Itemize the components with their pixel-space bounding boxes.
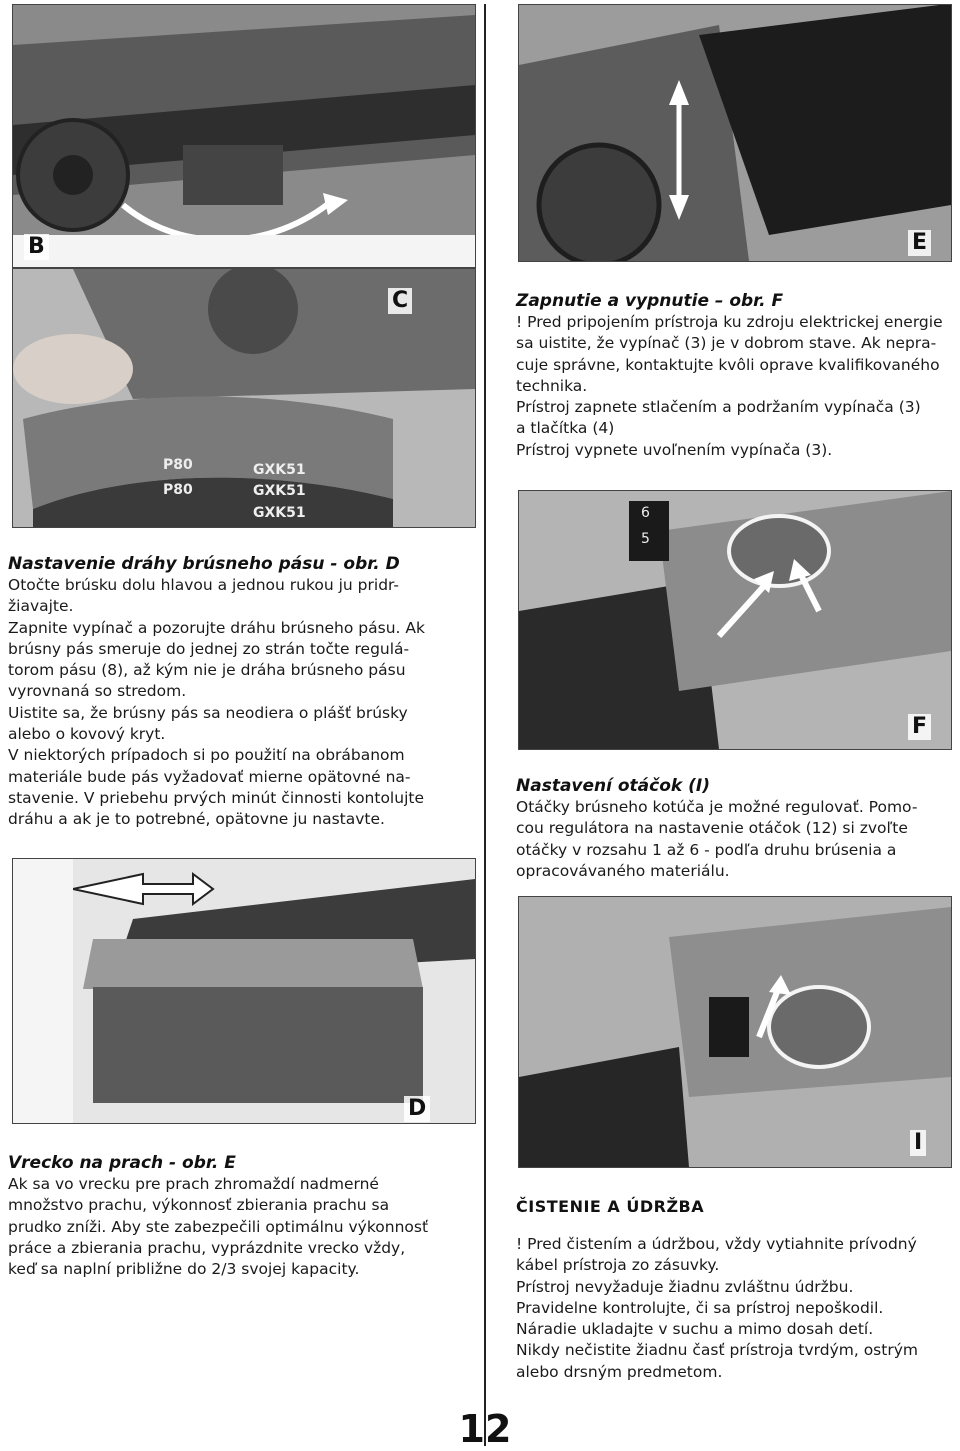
switch-image [519, 491, 951, 749]
section-speed-setting [516, 775, 956, 882]
figure-i-photo [518, 896, 952, 1168]
belt-tracking-line: torom pásu (8), až kým nie je dráha brúsneho pásu [8, 661, 406, 680]
speed-line: Otáčky brúsneho kotúča je možné regulovať. Pomo- [516, 798, 918, 816]
cleaning-line: ! Pred čistením a údržbou, vždy vytiahnite prívodný [516, 1235, 917, 1253]
belt-tracking-line: Uistite sa, že brúsny pás sa neodiera o plášť brúsky [8, 703, 408, 722]
belt-tracking-line: stavenie. V priebehu prvých minút činnosti kontolujte [8, 788, 424, 807]
figure-label-i: I [910, 1130, 926, 1156]
cleaning-line: Náradie ukladajte v suchu a mimo dosah detí. [516, 1320, 874, 1339]
speed-line: cou regulátora na nastavenie otáčok (12) si zvoľte [516, 819, 908, 838]
figure-d-photo [12, 858, 476, 1124]
belt-tracking-line: vyrovnaná so stredom. [8, 682, 187, 701]
switch-line: Prístroj zapnete stlačením a podržaním vypínača (3) [516, 398, 921, 417]
switch-heading: Zapnutie a vypnutie – obr. F [516, 291, 784, 311]
section-dust-bag [8, 1152, 478, 1280]
belt-tracking-image [13, 859, 475, 1123]
belt-code-5: GXK51 [253, 505, 306, 521]
speed-heading: Nastavení otáčok (I) [516, 776, 710, 796]
switch-line: ! Pred pripojením prístroja ku zdroju elektrickej energie [516, 313, 943, 331]
switch-line: cuje správne, kontaktujte kvôli oprave kvalifikovaného [516, 355, 940, 374]
dust-bag-line: Ak sa vo vrecku pre prach zhromaždí nadmerné [8, 1175, 379, 1193]
switch-line: technika. [516, 376, 588, 395]
switch-line: Prístroj vypnete uvoľnením vypínača (3). [516, 440, 833, 459]
figure-label-b: B [24, 234, 49, 260]
belt-code-3: P80 [163, 482, 193, 498]
belt-code-2: GXK51 [253, 462, 306, 478]
dust-bag-line: práce a zbierania prachu, vyprázdnite vrecko vždy, [8, 1238, 406, 1257]
cleaning-heading: ČISTENIE A ÚDRŽBA [516, 1197, 705, 1216]
dial-number-6: 6 [641, 505, 650, 521]
belt-tracking-heading: Nastavenie dráhy brúsneho pásu - obr. D [8, 554, 400, 574]
figure-label-c: C [388, 288, 412, 314]
belt-tracking-line: Zapnite vypínač a pozorujte dráhu brúsneho pásu. Ak [8, 618, 425, 637]
belt-tracking-line: dráhu a ak je to potrebné, opätovne ju nastavte. [8, 810, 385, 829]
section-cleaning-maintenance [516, 1196, 956, 1383]
belt-tracking-line: žiavajte. [8, 597, 74, 616]
section-switch-on-off [516, 290, 956, 461]
belt-tracking-line: materiále bude pás vyžadovať mierne opätovné na- [8, 767, 411, 786]
column-divider [484, 4, 486, 1446]
figure-e-photo [518, 4, 952, 262]
figure-b-photo [12, 4, 476, 268]
figure-label-d: D [404, 1096, 430, 1122]
belt-tracking-line: V niektorých prípadoch si po použití na obrábanom [8, 746, 405, 765]
dial-number-5: 5 [641, 531, 650, 547]
figure-label-f: F [908, 714, 931, 740]
belt-sander-top-view-image [13, 5, 475, 267]
dust-bag-line: množstvo prachu, výkonnosť zbierania prachu sa [8, 1196, 390, 1215]
dust-bag-line: prudko zníži. Aby ste zabezpečili optimálnu výkonnosť [8, 1217, 429, 1236]
switch-line: a tlačítka (4) [516, 419, 615, 438]
cleaning-line: kábel prístroja zo zásuvky. [516, 1256, 720, 1275]
speed-regulator-image [519, 897, 951, 1167]
speed-line: opracovávaného materiálu. [516, 861, 730, 880]
section-belt-tracking [8, 553, 478, 831]
belt-tracking-line: alebo o kovový kryt. [8, 725, 166, 744]
belt-tracking-line: brúsny pás smeruje do jednej zo strán točte regulá- [8, 639, 410, 658]
belt-code-1: P80 [163, 457, 193, 473]
switch-line: sa uistite, že vypínač (3) je v dobrom stave. Ak nepra- [516, 334, 937, 353]
cleaning-line: Pravidelne kontrolujte, či sa prístroj nepoškodil. [516, 1298, 884, 1317]
cleaning-line: Prístroj nevyžaduje žiadnu zvláštnu údržbu. [516, 1277, 854, 1296]
dust-bag-heading: Vrecko na prach - obr. E [8, 1153, 236, 1173]
cleaning-line: alebo drsným predmetom. [516, 1362, 723, 1381]
figure-f-photo [518, 490, 952, 750]
speed-line: otáčky v rozsahu 1 až 6 - podľa druhu brúsenia a [516, 840, 897, 859]
dust-bag-image [519, 5, 951, 261]
belt-tracking-line: Otočte brúsku dolu hlavou a jednou rukou ju pridr- [8, 576, 400, 594]
cleaning-line: Nikdy nečistite žiadnu časť prístroja tvrdým, ostrým [516, 1341, 918, 1360]
belt-code-4: GXK51 [253, 483, 306, 499]
dust-bag-line: keď sa naplní približne do 2/3 svojej kapacity. [8, 1260, 360, 1279]
page-number: 12 [458, 1407, 512, 1451]
figure-label-e: E [908, 230, 931, 256]
